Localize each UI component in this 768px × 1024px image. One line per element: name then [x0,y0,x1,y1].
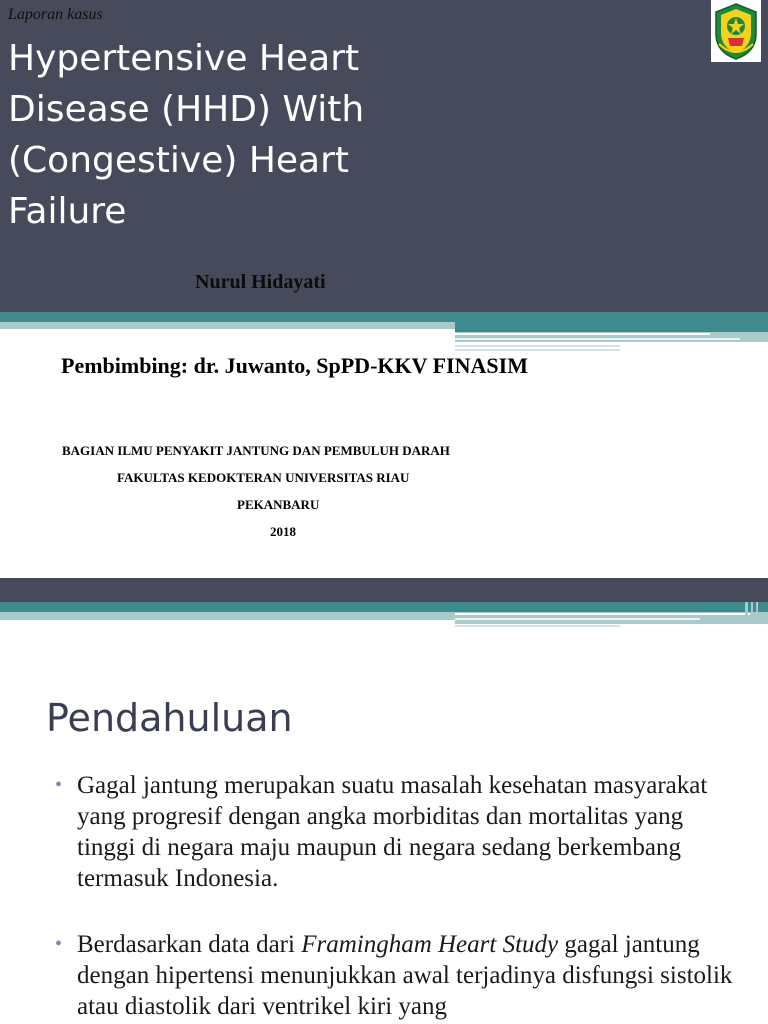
university-crest-logo [711,0,761,62]
bullet-text-emphasis: Framingham Heart Study [301,931,559,958]
bullet-item [55,929,745,1022]
bullet-text-start: Berdasarkan data dari [77,931,302,958]
title-line-3: (Congestive) Heart [8,140,350,181]
bullet-list [55,770,745,1024]
advisor-line: Pembimbing: dr. Juwanto, SpPD-KKV FINASIM [61,353,528,378]
institution-department: BAGIAN ILMU PENYAKIT JANTUNG DAN PEMBULUH DARAH [62,443,450,458]
bullet-text: Gagal jantung merupakan suatu masalah kesehatan masyarakat yang progresif dengan angka morbiditas dan mortalitas yang tinggi di negara maju maupun di negara sedang berkembang termasuk Indonesia. [77,772,708,892]
title-line-4: Failure [8,191,127,232]
bullet-marker: • [55,933,63,955]
institution-faculty: FAKULTAS KEDOKTERAN UNIVERSITAS RIAU [117,470,410,485]
bullet-text-end: gagal jantung dengan hipertensi menunjukkan awal terjadinya disfungsi sistolik atau diastolik dari ventrikel kiri yang [77,931,733,1020]
divider-stripes [0,320,768,356]
author-name: Nurul Hidayati [195,271,326,293]
institution-year: 2018 [270,524,296,539]
header-stripes [0,602,768,630]
title-line-2: Disease (HHD) With [8,89,365,130]
slide-title [8,33,448,237]
section-title: Pendahuluan [46,696,293,740]
slide-tag: Laporan kasus [8,6,103,23]
content-slide [0,578,768,1024]
header-background [0,578,768,602]
institution-city: PEKANBARU [237,497,320,512]
bullet-marker: • [55,774,63,796]
title-line-1: Hypertensive Heart [8,38,360,79]
bullet-item [55,770,745,894]
